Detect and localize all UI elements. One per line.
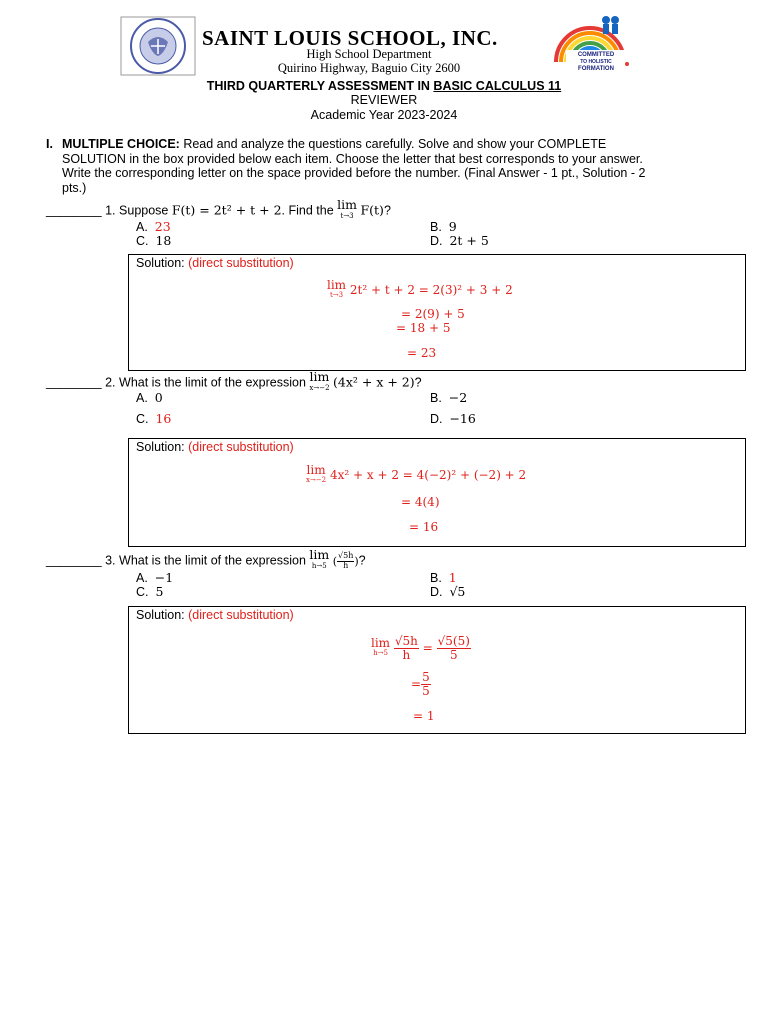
limit-expression: F(t)	[360, 202, 384, 218]
option-a-value: 0	[154, 390, 163, 405]
solution-step-2: = 2(9) + 5	[401, 307, 465, 321]
section-heading: MULTIPLE CHOICE:	[62, 137, 180, 151]
title-subject: BASIC CALCULUS 11	[433, 79, 562, 93]
option-c: C. 16	[136, 411, 172, 426]
question-mark: ?	[383, 203, 391, 218]
option-b-value: −2	[448, 390, 468, 405]
solution-box-1[interactable]	[128, 254, 746, 371]
section-number: I.	[46, 137, 53, 151]
solution-step-1: lim t→3 2t² + t + 2 = 2(3)² + 3 + 2	[327, 278, 513, 299]
fraction-expression: ( $\frac{√5h}{h}$ )	[332, 551, 359, 570]
limit-notation: lim t→3	[327, 278, 347, 299]
address: Quirino Highway, Baguio City 2600	[277, 61, 461, 75]
option-d: D. −16	[430, 411, 476, 426]
svg-text:COMMITTED: COMMITTED	[577, 52, 615, 58]
department: High School Department	[306, 47, 432, 61]
solution-step-1: lim x→−2 4x² + x + 2 = 4(−2)² + (−2) + 2	[306, 463, 527, 484]
option-d: D. √5	[430, 584, 466, 599]
limit-notation: lim t→3	[337, 197, 357, 220]
question-number: 3.	[105, 553, 116, 568]
option-b: B. −2	[430, 390, 468, 405]
option-d-value: 2t + 5	[449, 233, 489, 248]
option-c-value: 5	[155, 584, 164, 599]
solution-step-3: = 18 + 5	[396, 321, 451, 335]
solution-step-2: = $\frac{5}{5}$	[411, 670, 430, 699]
solution-step-3: = 16	[409, 520, 439, 534]
solution-label: Solution: (direct substitution)	[136, 608, 294, 622]
reviewer-label: REVIEWER	[350, 93, 418, 107]
option-b: B. 9	[430, 219, 457, 234]
option-b-value: 9	[448, 219, 457, 234]
option-a-value: −1	[154, 570, 174, 585]
answer-blank[interactable]: ________	[46, 553, 102, 568]
svg-text:TO HOLISTIC: TO HOLISTIC	[580, 59, 612, 65]
holistic-formation-logo	[548, 12, 632, 76]
question-1	[46, 199, 391, 220]
question-mark: ?	[358, 553, 366, 568]
solution-box-2[interactable]	[128, 438, 746, 547]
limit-notation: lim x→−2	[306, 463, 327, 484]
answer-blank[interactable]: ________	[46, 375, 102, 390]
limit-notation: lim h→5	[371, 636, 391, 658]
option-c-value: 18	[155, 233, 172, 248]
title-prefix: THIRD QUARTERLY ASSESSMENT IN	[206, 79, 434, 93]
solution-step-1: lim h→5 $\frac{√5h}{h}$ = $\frac{√5(5)}{5}$	[371, 634, 470, 663]
fraction: $\frac{√5(5)}{5}$	[437, 634, 470, 663]
option-a: A. −1	[136, 570, 174, 585]
svg-text:FORMATION: FORMATION	[578, 66, 614, 72]
school-name: SAINT LOUIS SCHOOL, INC.	[202, 26, 498, 50]
function-expression: F(t) = 2t² + t + 2	[171, 202, 282, 218]
answer-blank[interactable]: ________	[46, 203, 102, 218]
fraction: $\frac{√5h}{h}$	[394, 634, 418, 663]
solution-label: Solution: (direct substitution)	[136, 440, 294, 454]
school-seal	[120, 16, 196, 76]
solution-label: Solution: (direct substitution)	[136, 256, 294, 270]
option-a-value: 23	[154, 219, 171, 234]
limit-notation: lim h→5	[309, 547, 330, 570]
option-b: B. 1	[430, 570, 457, 585]
option-c: C. 18	[136, 233, 172, 248]
option-c: C. 5	[136, 584, 164, 599]
option-b-value: 1	[448, 570, 457, 585]
option-d-value: −16	[449, 411, 476, 426]
section-instructions	[62, 137, 742, 195]
question-mark: ?	[414, 375, 422, 390]
question-text: What is the limit of the expression	[119, 553, 310, 568]
instructions-line-1: Read and analyze the questions carefully. Solve and show your COMPLETE	[183, 137, 607, 151]
question-text: What is the limit of the expression	[119, 375, 310, 390]
question-number: 2.	[105, 375, 116, 390]
question-number: 1.	[105, 203, 116, 218]
option-a: A. 0	[136, 390, 163, 405]
option-d: D. 2t + 5	[430, 233, 489, 248]
solution-step-3: = 1	[413, 709, 435, 723]
instructions-line-2: SOLUTION in the box provided below each item. Choose the letter that best corresponds to your answer.	[62, 151, 643, 166]
question-2	[46, 371, 422, 392]
option-c-value: 16	[155, 411, 172, 426]
question-3	[46, 549, 366, 571]
solution-method: (direct substitution)	[188, 440, 294, 454]
solution-method: (direct substitution)	[188, 608, 294, 622]
fraction: $\frac{5}{5}$	[422, 670, 430, 699]
academic-year: Academic Year 2023-2024	[310, 108, 458, 122]
limit-expression: (4x² + x + 2)	[333, 374, 415, 390]
limit-notation: lim x→−2	[309, 369, 330, 392]
instructions-line-4: pts.)	[62, 180, 87, 195]
solution-step-4: = 23	[407, 346, 437, 360]
question-text: Suppose	[119, 203, 172, 218]
assessment-title	[0, 79, 768, 93]
instructions-line-3: Write the corresponding letter on the space provided before the number. (Final Answer - 1 pt., Solution - 2	[62, 166, 646, 180]
option-d-value: √5	[449, 584, 466, 599]
solution-method: (direct substitution)	[188, 256, 294, 270]
question-text-mid: . Find the	[281, 203, 338, 218]
option-a: A. 23	[136, 219, 171, 234]
solution-box-3[interactable]	[128, 606, 746, 734]
solution-step-2: = 4(4)	[401, 495, 440, 509]
